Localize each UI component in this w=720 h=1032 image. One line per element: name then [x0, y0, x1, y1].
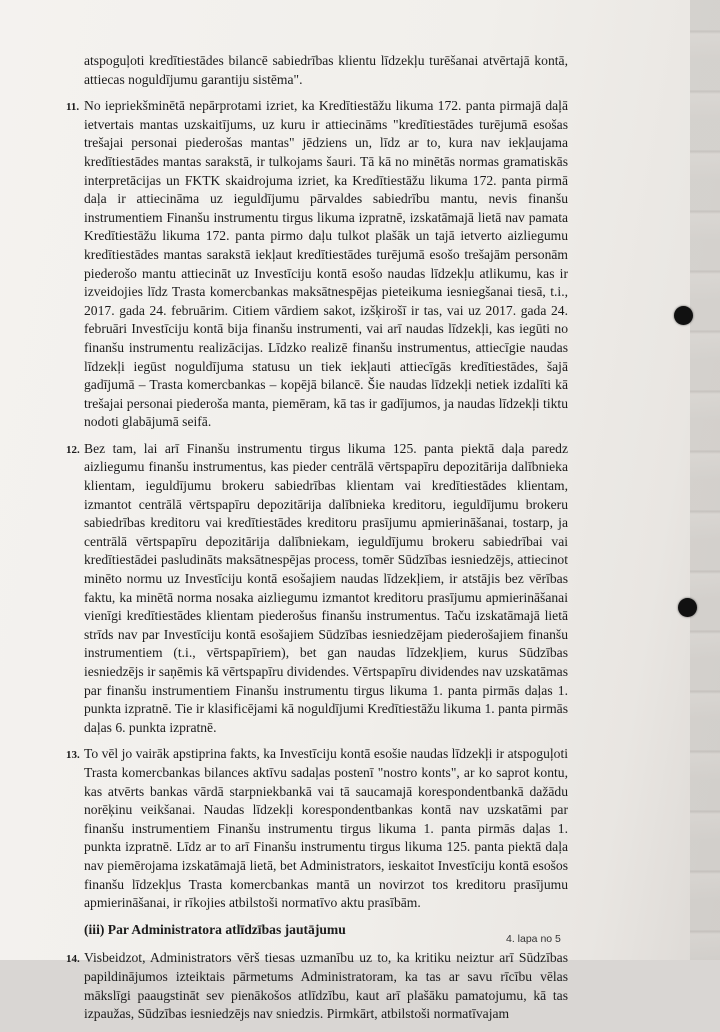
- paragraph-13: [66, 745, 568, 912]
- paragraph-number: 14.: [66, 953, 80, 966]
- page-edge-shadow: [690, 0, 720, 960]
- paragraph-12: [66, 440, 568, 738]
- punch-hole: [674, 306, 693, 325]
- paragraph-number: 13.: [66, 749, 80, 762]
- document-body: [66, 52, 568, 1032]
- page-number: 4. lapa no 5: [506, 933, 561, 945]
- paragraph-text: Visbeidzot, Administrators vērš tiesas uzmanību uz to, ka kritiku neiztur arī Sūdzības papildinājumos izteiktais pārmetums Administratoram, ka tas ar savu rīcību vēlas mākslīgi paaugstināt sev pienākošos atlīdzību, kaut arī plašāku pamatojumu, kā tas izpaužas, Sūdzības iesniedzējs nav sniedzis. Pirmkārt, atbilstoši normatīvajam: [84, 950, 568, 1022]
- paragraph-14: [66, 949, 568, 1023]
- paragraph-text: Bez tam, lai arī Finanšu instrumentu tirgus likuma 125. panta piektā daļa paredz aizliegumu finanšu instrumentus, kas pieder centrālā vērtspapīru depozitārija dalībnieka klientam, ieguldījumu brokeru sabiedrības klientam vai kredītiestādes klientam, izmantot centrālā vērtspapīru depozitārija dalībnieka kreditoru, ieguldījumu brokeru sabiedrības kreditoru vai kredītiestādes kreditoru prasījumu apmierināšanai, tostarp, ja centrālā vērtspapīru depozitārija dalībniekam, ieguldījumu brokeru sabiedrībai vai kredītiestādei pasludināts maksātnespējas process, tomēr Sūdzības iesniedzējs, attiecinot minēto normu uz Investīciju kontā esošajiem naudas līdzekļiem, ir atstājis bez vērības faktu, ka minētā norma nosaka aizliegumu izmantot kreditoru prasījumu apmierināšanai vienīgi kredītiestādes klientam piederošus finanšu instrumentus. Taču izskatāmajā lietā strīds nav par Investīciju kontā esošajiem Sūdzības iesniedzējam piederošajiem finanšu instrumentiem (t.i., vērtspapīriem), bet gan naudas līdzekļiem, kurus Sūdzības iesniedzējs ir saņēmis kā vērtspapīru dividendes. Vērtspapīru dividendes nav uzskatāmas par finanšu instrumentiem Finanšu instrumentu tirgus likuma 1. panta pirmās daļas 1. punkta izpratnē. Tie ir klasificējami kā noguldījumi Kredītiestāžu likuma 1. panta pirmās daļas 6. punkta izpratnē.: [84, 440, 568, 735]
- intro-continuation: atspoguļoti kredītiestādes bilancē sabiedrības klientu līdzekļu turēšanai atvērtajā kontā, attiecas noguldījumu garantiju sistēma".: [84, 53, 568, 87]
- paragraph-text: To vēl jo vairāk apstiprina fakts, ka Investīciju kontā esošie naudas līdzekļi ir atspoguļoti Trasta komercbankas bilances aktīvu sadaļas postenī "nostro konts", ar ko saprot kontu, kas atvērts bankas vārdā starpniekbankā vai tā saucamajā korespondentbankā dažādu norēķinu veikšanai. Naudas līdzekļi korespondentbankas kontā nav uzskatāmi par finanšu instrumentiem Finanšu instrumentu tirgus likuma 1. panta pirmās daļas 1. punkta izpratnē. Līdz ar to arī Finanšu instrumentu tirgus likuma 125. panta piektā daļa nav piemērojama izskatāmajā lietā, bet Administrators, ieskaitot Investīciju kontā esošos finanšu līdzekļus Trasta komercbankas mantā un novirzot tos kreditoru prasījumu apmierināšanai, ir rīkojies atbilstoši normatīvo aktu prasībām.: [84, 746, 568, 911]
- paragraph-11: [66, 97, 568, 432]
- paragraph-number: 12.: [66, 443, 80, 456]
- paragraph-text: No iepriekšminētā nepārprotami izriet, ka Kredītiestāžu likuma 172. panta pirmajā daļā ietvertais mantas uzskaitījums, uz kuru ir attiecināms "kredītiestādes turējumā esošas trešajai personai piederošas mantas" jēdziens un, līdz ar to, kura nav iekļaujama kredītiestādes mantas sarakstā, ir tulkojams šauri. Tā kā no minētās normas gramatiskās interpretācijas un FKTK skaidrojuma izriet, ka Kredītiestāžu likuma 172. panta pirmā daļa ir attiecināma uz ieguldījumu pārvaldes sabiedrību mantu, nevis finanšu instrumentiem Finanšu instrumentu tirgus likuma izpratnē, izskatāmajā lietā nav pamata Kredītiestāžu likuma 172. panta pirmo daļu tulkot plašāk un tajā ietverto aizliegumu kredītiestādes mantas sarakstā iekļaut kredītiestādes turējumā esošo trešajām personām piederošo mantu attiecināt uz Investīciju kontā esošo naudas līdzekļu atlikumu, kas ir izveidojies līdz Trasta komercbankas maksātnespējas pieteikuma iesniegšanai tiesā, t.i., 2017. gada 24. februārim. Citiem vārdiem sakot, izšķirošī ir tas, vai uz 2017. gada 24. februāri Investīciju kontā bija finanšu instrumenti, vai arī naudas līdzekļi, kas iegūti no finanšu instrumentu realizācijas. Līdzko realizē finanšu instrumentus, attiecīgie naudas līdzekļi iegūst noguldījuma statusu un tiek iekļauti attiecīgās kredītiestādes, šajā gadījumā – Trasta komercbankas – kopējā bilancē. Šie naudas līdzekļi netiek izdalīti kā trešajai personai piederoša manta, piemēram, kā tas ir gadījumos, ja naudas līdzekļi tiktu nodoti glabājumā seifā.: [84, 98, 568, 430]
- punch-hole: [678, 598, 697, 617]
- paragraph-number: 11.: [66, 101, 80, 114]
- section-heading: (iii) Par Administratora atlīdzības jautājumu: [84, 921, 346, 937]
